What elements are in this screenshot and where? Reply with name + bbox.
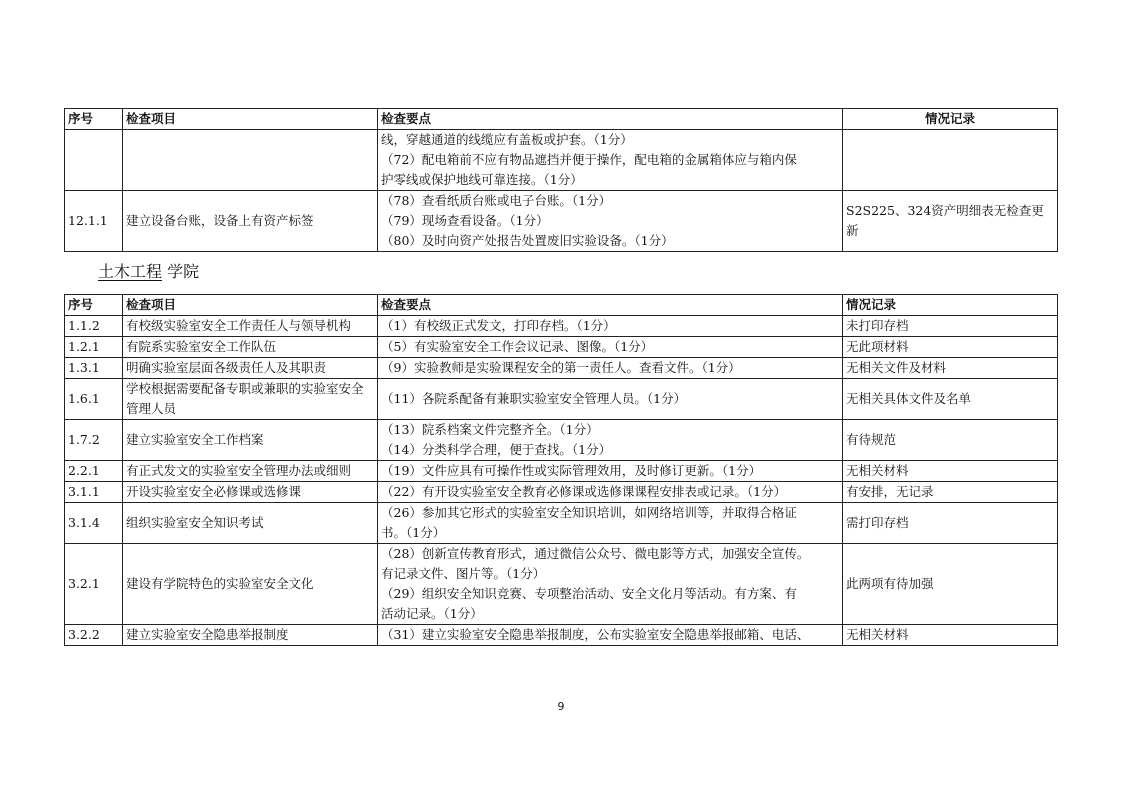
- table-row: [65, 420, 1058, 461]
- cell-record: 有安排，无记录: [843, 482, 1058, 503]
- check-point-line: （80）及时向资产处报告处置废旧实验设备。（1分）: [381, 233, 674, 248]
- header-item: 检查项目: [123, 295, 378, 316]
- cell-item: 开设实验室安全必修课或选修课: [123, 482, 378, 503]
- cell-points: [378, 461, 843, 482]
- table-row: [65, 337, 1058, 358]
- cell-item: 有校级实验室安全工作责任人与领导机构: [123, 316, 378, 337]
- table-row: [65, 379, 1058, 420]
- cell-no: 3.2.1: [65, 544, 123, 625]
- check-point-line: （72）配电箱前不应有物品遮挡并便于操作，配电箱的金属箱体应与箱内保: [381, 152, 797, 167]
- cell-item: [123, 130, 378, 191]
- header-points: 检查要点: [378, 295, 843, 316]
- table-header-row: [65, 109, 1058, 130]
- cell-points: [378, 544, 843, 625]
- cell-points: [378, 379, 843, 420]
- check-point-line: （28）创新宣传教育形式，通过微信公众号、微电影等方式，加强安全宣传。: [381, 546, 810, 561]
- cell-record: 此两项有待加强: [843, 544, 1058, 625]
- cell-points: [378, 191, 843, 252]
- check-point-line: 书。（1分）: [381, 525, 446, 540]
- inspection-table: [64, 294, 1058, 646]
- header-record: 情况记录: [843, 295, 1058, 316]
- table-row: [65, 358, 1058, 379]
- table-row: [65, 191, 1058, 252]
- cell-item: 建立设备台账，设备上有资产标签: [123, 191, 378, 252]
- cell-points: [378, 337, 843, 358]
- header-points: 检查要点: [378, 109, 843, 130]
- header-no: 序号: [65, 295, 123, 316]
- cell-item: 学校根据需要配备专职或兼职的实验室安全管理人员: [123, 379, 378, 420]
- check-point-line: 护零线或保护地线可靠连接。（1分）: [381, 172, 583, 187]
- check-point-line: 有记录文件、图片等。（1分）: [381, 566, 546, 581]
- cell-no: 1.2.1: [65, 337, 123, 358]
- page-number: 9: [557, 700, 565, 713]
- check-point-line: 线，穿越通道的线缆应有盖板或护套。（1分）: [381, 132, 633, 147]
- check-point-line: （31）建立实验室安全隐患举报制度，公布实验室安全隐患举报邮箱、电话、: [381, 627, 810, 642]
- cell-points: [378, 358, 843, 379]
- cell-no: [65, 130, 123, 191]
- check-point-line: （26）参加其它形式的实验室安全知识培训，如网络培训等，并取得合格证: [381, 505, 797, 520]
- check-point-line: （29）组织安全知识竞赛、专项整治活动、安全文化月等活动。有方案、有: [381, 586, 797, 601]
- cell-no: 3.1.1: [65, 482, 123, 503]
- cell-record: [843, 130, 1058, 191]
- check-point-line: （5）有实验室安全工作会议记录、图像。（1分）: [381, 339, 654, 354]
- header-no: 序号: [65, 109, 123, 130]
- table-row: [65, 130, 1058, 191]
- table-row: [65, 625, 1058, 646]
- table-header-row: [65, 295, 1058, 316]
- college-name: 土木工程: [98, 262, 163, 281]
- cell-no: 12.1.1: [65, 191, 123, 252]
- check-point-line: （14）分类科学合理，便于查找。（1分）: [381, 442, 612, 457]
- table-row: [65, 503, 1058, 544]
- check-point-line: （78）查看纸质台账或电子台账。（1分）: [381, 193, 612, 208]
- table-row: [65, 544, 1058, 625]
- check-point-line: （11）各院系配备有兼职实验室安全管理人员。（1分）: [381, 391, 687, 406]
- cell-points: [378, 482, 843, 503]
- cell-record: 需打印存档: [843, 503, 1058, 544]
- college-suffix: 学院: [162, 262, 200, 281]
- cell-no: 3.2.2: [65, 625, 123, 646]
- cell-points: [378, 316, 843, 337]
- cell-no: 1.6.1: [65, 379, 123, 420]
- table-row: [65, 316, 1058, 337]
- cell-points: [378, 503, 843, 544]
- check-point-line: （22）有开设实验室安全教育必修课或选修课课程安排表或记录。（1分）: [381, 484, 787, 499]
- check-point-line: （9）实验教师是实验课程安全的第一责任人。查看文件。（1分）: [381, 360, 741, 375]
- table-row: [65, 482, 1058, 503]
- cell-item: 有正式发文的实验室安全管理办法或细则: [123, 461, 378, 482]
- cell-item: 建立实验室安全隐患举报制度: [123, 625, 378, 646]
- cell-points: [378, 130, 843, 191]
- header-record: 情况记录: [843, 109, 1058, 130]
- check-point-line: （79）现场查看设备。（1分）: [381, 213, 549, 228]
- cell-no: 1.7.2: [65, 420, 123, 461]
- cell-item: 建设有学院特色的实验室安全文化: [123, 544, 378, 625]
- cell-record: 无相关具体文件及名单: [843, 379, 1058, 420]
- cell-points: [378, 420, 843, 461]
- cell-record: 无相关材料: [843, 461, 1058, 482]
- cell-no: 1.3.1: [65, 358, 123, 379]
- cell-no: 1.1.2: [65, 316, 123, 337]
- inspection-table-continued: [64, 108, 1058, 252]
- check-point-line: （19）文件应具有可操作性或实际管理效用，及时修订更新。（1分）: [381, 463, 762, 478]
- cell-item: 明确实验室层面各级责任人及其职责: [123, 358, 378, 379]
- header-item: 检查项目: [123, 109, 378, 130]
- cell-record: S2S225、324资产明细表无检查更新: [843, 191, 1058, 252]
- cell-item: 建立实验室安全工作档案: [123, 420, 378, 461]
- cell-record: 有待规范: [843, 420, 1058, 461]
- cell-item: 组织实验室安全知识考试: [123, 503, 378, 544]
- check-point-line: （13）院系档案文件完整齐全。（1分）: [381, 422, 599, 437]
- table-row: [65, 461, 1058, 482]
- cell-record: 无相关文件及材料: [843, 358, 1058, 379]
- cell-item: 有院系实验室安全工作队伍: [123, 337, 378, 358]
- cell-record: 无此项材料: [843, 337, 1058, 358]
- cell-record: 未打印存档: [843, 316, 1058, 337]
- cell-record: 无相关材料: [843, 625, 1058, 646]
- check-point-line: （1）有校级正式发文，打印存档。（1分）: [381, 318, 616, 333]
- section-title: [98, 259, 199, 282]
- cell-points: [378, 625, 843, 646]
- cell-no: 2.2.1: [65, 461, 123, 482]
- cell-no: 3.1.4: [65, 503, 123, 544]
- check-point-line: 活动记录。（1分）: [381, 606, 483, 621]
